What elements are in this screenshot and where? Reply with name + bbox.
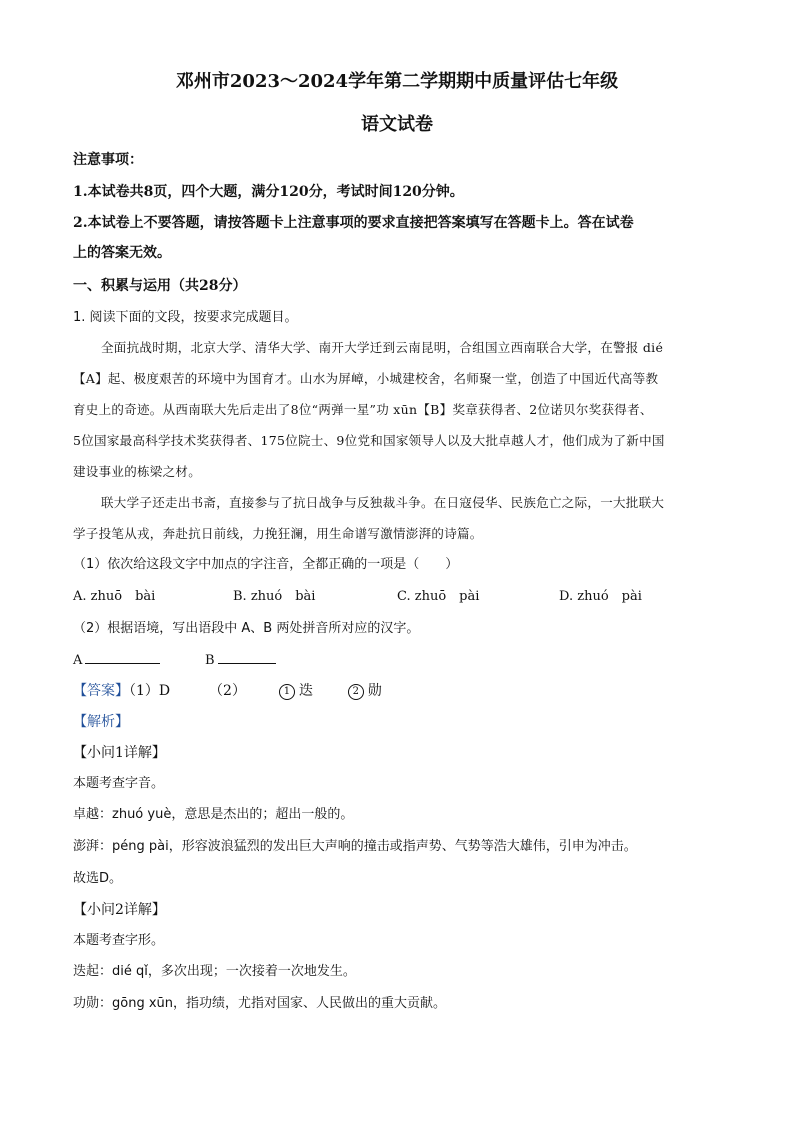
passage-line: 建设事业的栋梁之材。 [73,464,202,479]
blank-b [205,651,276,670]
sub-1-conclusion: 故选D。 [73,871,123,886]
option-b: B. zhuó bài [233,589,316,604]
passage-line: 全面抗战时期，北京大学、清华大学、南开大学迁到云南昆明，合组国立西南联合大学，在警报 dié [101,340,664,355]
blank-a-line [85,651,160,664]
sub-1-line-1: 卓越：zhuó yuè，意思是杰出的；超出一般的。 [73,807,354,822]
option-c: C. zhuō pài [397,589,480,604]
blank-a-label: A [73,653,83,668]
sub-1-heading: 【小问1详解】 [73,745,166,761]
page-subtitle: 语文试卷 [361,114,433,135]
blank-a [73,651,160,670]
page-title: 邓州市2023～2024学年第二学期期中质量评估七年级 [175,71,619,92]
answer-part-1: （1）D [129,683,171,699]
passage-line: 5位国家最高科学技术奖获得者、175位院士、9位党和国家领导人以及大批卓越人才，他们成为了新中国 [73,433,665,448]
circled-number-1: 1 [279,684,295,700]
passage-line: 学子投笔从戎，奔赴抗日前线，力挽狂澜，用生命谱写激情澎湃的诗篇。 [73,526,483,541]
passage-line: 【A】起、极度艰苦的环境中为国育才。山水为屏嶂，小城建校舍，名师聚一堂，创造了中国近代高等教 [73,371,659,386]
sub-2-line-2: 功勋：gōng xūn，指功绩，尤指对国家、人民做出的重大贡献。 [73,996,447,1011]
sub-2-intro: 本题考查字形。 [73,933,165,948]
sub-2-heading: 【小问2详解】 [73,902,166,918]
sub-question-2: （2）根据语境，写出语段中 A、B 两处拼音所对应的汉字。 [73,621,420,636]
answer-line [73,682,382,700]
notes-item-1: 1.本试卷共8页，四个大题，满分120分，考试时间120分钟。 [73,184,464,200]
notes-item-2-line-1: 2.本试卷上不要答题，请按答题卡上注意事项的要求直接把答案填写在答题卡上。答在试卷 [73,215,634,231]
answer-part-2: （2） [209,683,246,699]
option-a: A. zhuō bài [73,589,156,604]
blank-b-label: B [205,653,215,668]
sub-1-line-2: 澎湃：péng pài，形容波浪猛烈的发出巨大声响的撞击或指声势、气势等浩大雄伟，引申为冲击。 [73,839,637,854]
question-1-stem: 1. 阅读下面的文段，按要求完成题目。 [73,310,298,325]
answer-word-1: 迭 [298,683,313,699]
answer-word-2: 勋 [367,683,382,699]
sub-question-1: （1）依次给这段文字中加点的字注音，全都正确的一项是（ ） [73,557,459,572]
analysis-label: 【解析】 [73,714,129,730]
sub-2-line-1: 迭起：dié qǐ，多次出现；一次接着一次地发生。 [73,964,356,979]
answer-label: 【答案】 [73,683,129,699]
passage-line: 育史上的奇迹。从西南联大先后走出了8位“两弹一星”功 xūn【B】奖章获得者、2位诺贝尔奖获得者、 [73,402,653,417]
circled-number-2: 2 [348,684,364,700]
passage-line: 联大学子还走出书斋，直接参与了抗日战争与反独裁斗争。在日寇侵华、民族危亡之际，一大批联大 [101,495,665,510]
blank-b-line [218,651,276,664]
section-1-heading: 一、积累与运用（共28分） [73,278,247,294]
notes-heading: 注意事项： [73,152,143,168]
option-d: D. zhuó pài [559,589,642,604]
sub-1-intro: 本题考查字音。 [73,776,165,791]
notes-item-2-line-2: 上的答案无效。 [73,245,171,261]
